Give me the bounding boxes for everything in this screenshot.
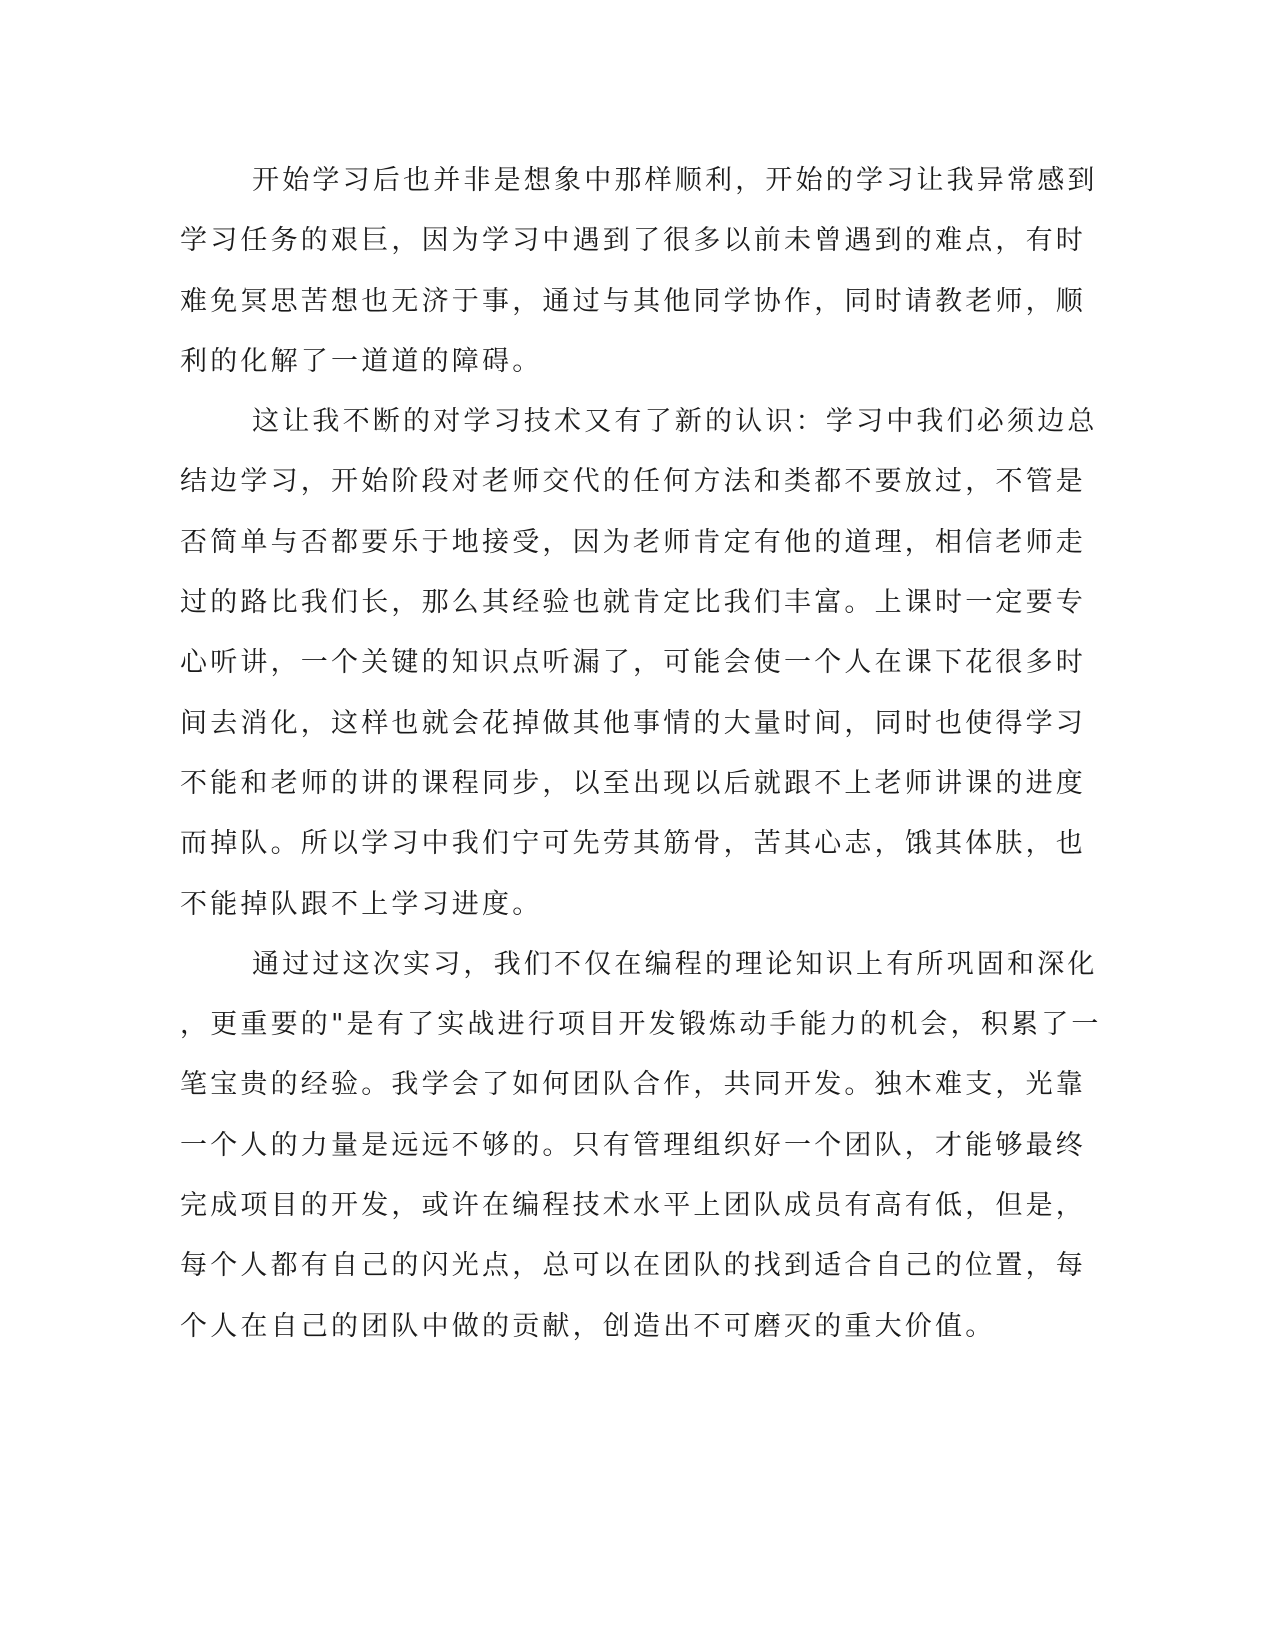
text-line: 一个人的力量是远远不够的。只有管理组织好一个团队，才能够最终	[180, 1129, 1086, 1161]
paragraph-1	[180, 160, 1098, 401]
text-line: 开始学习后也并非是想象中那样顺利，开始的学习让我异常感到	[252, 165, 1098, 196]
document-body	[180, 160, 1102, 1366]
text-line: 个人在自己的团队中做的贡献，创造出不可磨灭的重大价值。	[180, 1310, 996, 1342]
text-line: 完成项目的开发，或许在编程技术水平上团队成员有高有低，但是，	[180, 1190, 1086, 1222]
text-line: 这让我不断的对学习技术又有了新的认识：学习中我们必须边总	[252, 406, 1098, 438]
text-line: 不能掉队跟不上学习进度。	[180, 888, 543, 920]
text-line: 间去消化，这样也就会花掉做其他事情的大量时间，同时也使得学习	[180, 707, 1086, 739]
text-line: 难免冥思苦想也无济于事，通过与其他同学协作，同时请教老师，顺	[180, 285, 1086, 317]
text-line: 不能和老师的讲的课程同步，以至出现以后就跟不上老师讲课的进度	[180, 767, 1086, 799]
text-line: 学习任务的艰巨，因为学习中遇到了很多以前未曾遇到的难点，有时	[180, 225, 1086, 257]
paragraph-3	[180, 944, 1102, 1366]
text-line: 通过过这次实习，我们不仅在编程的理论知识上有所巩固和深化	[252, 948, 1098, 980]
text-line: 每个人都有自己的闪光点，总可以在团队的找到适合自己的位置，每	[180, 1250, 1086, 1282]
text-line: 结边学习，开始阶段对老师交代的任何方法和类都不要放过，不管是	[180, 466, 1086, 498]
text-line: 心听讲，一个关键的知识点听漏了，可能会使一个人在课下花很多时	[180, 647, 1086, 679]
text-line: ，更重要的"是有了实战进行项目开发锻炼动手能力的机会，积累了一	[180, 1009, 1102, 1041]
paragraph-2	[180, 401, 1098, 944]
text-line: 笔宝贵的经验。我学会了如何团队合作，共同开发。独木难支，光靠	[180, 1069, 1086, 1101]
text-line: 否简单与否都要乐于地接受，因为老师肯定有他的道理，相信老师走	[180, 526, 1086, 558]
text-line: 而掉队。所以学习中我们宁可先劳其筋骨，苦其心志，饿其体肤，也	[180, 828, 1086, 860]
text-line: 过的路比我们长，那么其经验也就肯定比我们丰富。上课时一定要专	[180, 587, 1086, 619]
text-line: 利的化解了一道道的障碍。	[180, 345, 543, 377]
